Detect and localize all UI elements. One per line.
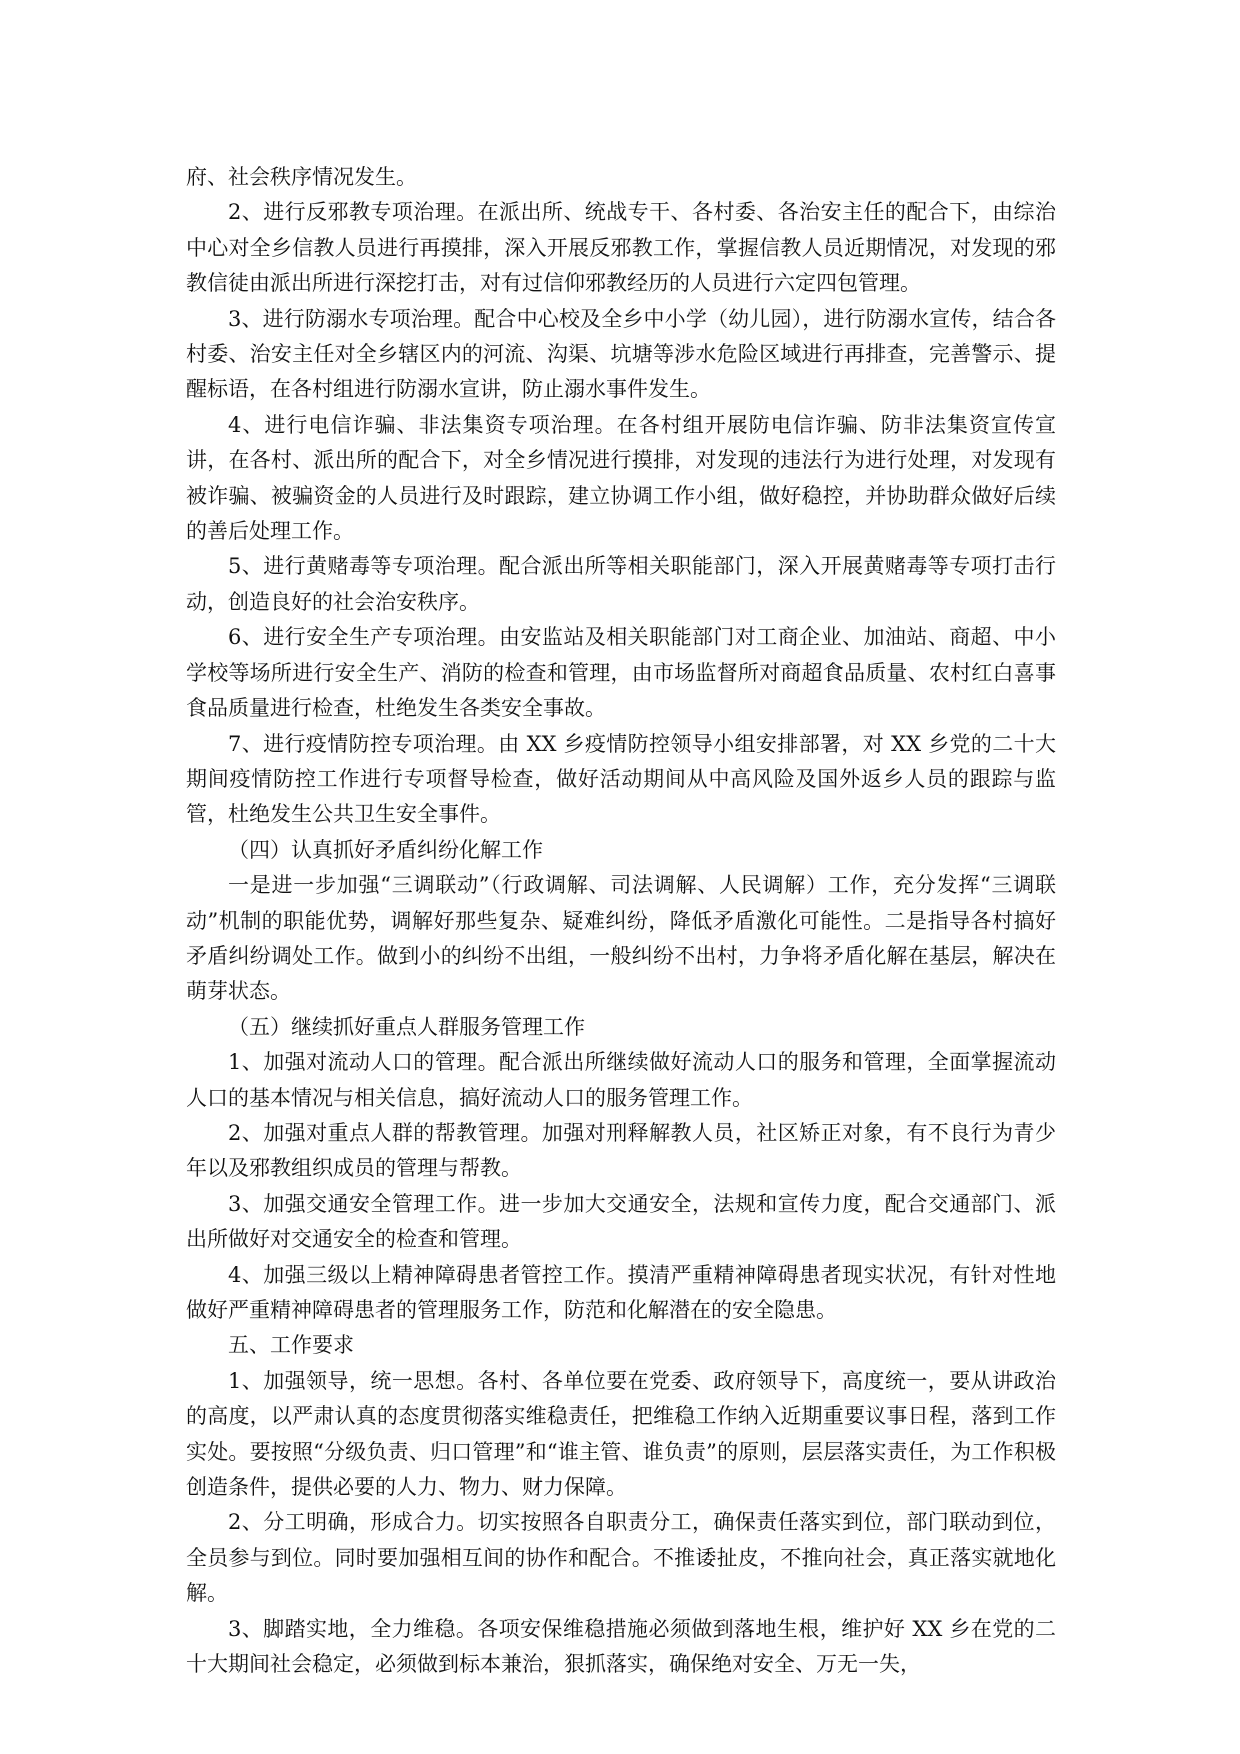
- paragraph-continuation: 府、社会秩序情况发生。: [186, 165, 417, 189]
- section-heading-key-groups: （五）继续抓好重点人群服务管理工作: [228, 1014, 585, 1039]
- paragraph-dispute-resolution: 一是进一步加强“三调联动”（行政调解、司法调解、人民调解）工作，充分发挥“三调联动”机制的职能优势，调解好那些复杂、疑难纠纷，降低矛盾激化可能性。二是指导各村搞好矛盾纠纷调处工作。做到小的纠纷不出组，一般纠纷不出村，力争将矛盾化解在基层，解决在萌芽状态。: [186, 873, 1056, 1004]
- document-body: [186, 160, 1056, 1682]
- paragraph-item-mental-health: 4、加强三级以上精神障碍患者管控工作。摸清严重精神障碍患者现实状况，有针对性地做好严重精神障碍患者的管理服务工作，防范和化解潜在的安全隐患。: [186, 1262, 1056, 1322]
- paragraph-item-anti-cult: 2、进行反邪教专项治理。在派出所、统战专干、各村委、各治安主任的配合下，由综治中心对全乡信教人员进行再摸排，深入开展反邪教工作，掌握信教人员近期情况，对发现的邪教信徒由派出所进行深挖打击，对有过信仰邪教经历的人员进行六定四包管理。: [186, 200, 1056, 296]
- paragraph-item-anti-drowning: 3、进行防溺水专项治理。配合中心校及全乡中小学（幼儿园），进行防溺水宣传，结合各村委、治安主任对全乡辖区内的河流、沟渠、坑塘等涉水危险区域进行再排查，完善警示、提醒标语，在各村组进行防溺水宣讲，防止溺水事件发生。: [186, 306, 1056, 402]
- paragraph-item-traffic-safety: 3、加强交通安全管理工作。进一步加大交通安全，法规和宣传力度，配合交通部门、派出所做好对交通安全的检查和管理。: [186, 1191, 1056, 1252]
- section-heading-work-requirements: 五、工作要求: [228, 1333, 354, 1358]
- paragraph-item-anti-fraud: 4、进行电信诈骗、非法集资专项治理。在各村组开展防电信诈骗、防非法集资宣传宣讲，在各村、派出所的配合下，对全乡情况进行摸排，对发现的违法行为进行处理，对发现有被诈骗、被骗资金的人员进行及时跟踪，建立协调工作小组，做好稳控，并协助群众做好后续的善后处理工作。: [186, 412, 1056, 544]
- paragraph-item-leadership: 1、加强领导，统一思想。各村、各单位要在党委、政府领导下，高度统一，要从讲政治的高度，以严肃认真的态度贯彻落实维稳责任，把维稳工作纳入近期重要议事日程，落到工作实处。要按照“分级负责、归口管理”和“谁主管、谁负责”的原则，层层落实责任，为工作积极创造条件，提供必要的人力、物力、财力保障。: [186, 1368, 1056, 1500]
- paragraph-item-floating-population: 1、加强对流动人口的管理。配合派出所继续做好流动人口的服务和管理，全面掌握流动人口的基本情况与相关信息，搞好流动人口的服务管理工作。: [186, 1050, 1056, 1110]
- paragraph-item-stability: 3、脚踏实地，全力维稳。各项安保维稳措施必须做到落地生根，维护好 XX 乡在党的二十大期间社会稳定，必须做到标本兼治，狠抓落实，确保绝对安全、万无一失，: [186, 1616, 1056, 1677]
- paragraph-item-anti-vice: 5、进行黄赌毒等专项治理。配合派出所等相关职能部门，深入开展黄赌毒等专项打击行动，创造良好的社会治安秩序。: [186, 554, 1056, 614]
- section-heading-dispute-resolution: （四）认真抓好矛盾纠纷化解工作: [228, 837, 543, 862]
- paragraph-item-work-safety: 6、进行安全生产专项治理。由安监站及相关职能部门对工商企业、加油站、商超、中小学校等场所进行安全生产、消防的检查和管理，由市场监督所对商超食品质量、农村红白喜事食品质量进行检查，杜绝发生各类安全事故。: [186, 625, 1056, 721]
- paragraph-item-division-of-labor: 2、分工明确，形成合力。切实按照各自职责分工，确保责任落实到位，部门联动到位，全员参与到位。同时要加强相互间的协作和配合。不推诿扯皮，不推向社会，真正落实就地化解。: [186, 1510, 1056, 1606]
- paragraph-item-key-groups: 2、加强对重点人群的帮教管理。加强对刑释解教人员，社区矫正对象，有不良行为青少年以及邪教组织成员的管理与帮教。: [186, 1120, 1056, 1181]
- paragraph-item-epidemic-control: 7、进行疫情防控专项治理。由 XX 乡疫情防控领导小组安排部署，对 XX 乡党的二十大期间疫情防控工作进行专项督导检查，做好活动期间从中高风险及国外返乡人员的跟踪与监管，杜绝发生公共卫生安全事件。: [186, 731, 1056, 827]
